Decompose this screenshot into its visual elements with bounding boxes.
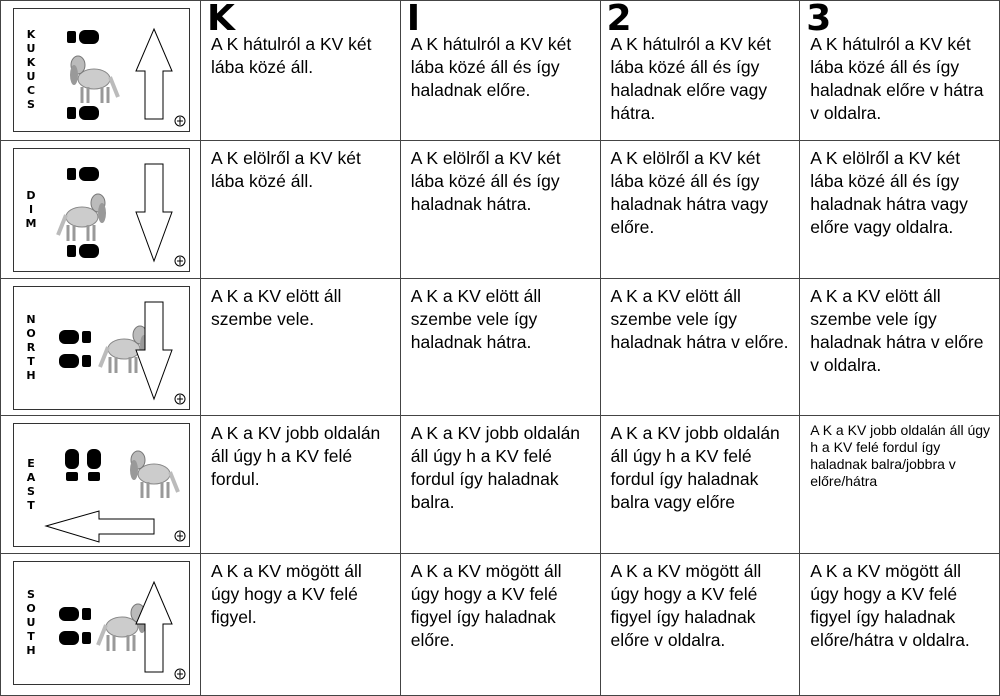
footprint-icon [59,330,91,344]
level-description: A K a KV jobb oldalán áll úgy h a KV felé fordul így haladnak balra vagy előre [610,423,780,512]
level-cell [800,416,1000,554]
level-description: A K a KV elött áll szembe vele így haladnak hátra v előre v oldalra. [810,286,984,375]
level-description: A K hátulról a KV két lába közé áll és így haladnak előre vagy hátra. [610,34,772,123]
level-cell [600,554,800,696]
level-description: A K hátulról a KV két lába közé áll. [211,34,372,77]
exercise-card [13,148,190,272]
exercise-letter: S [27,485,35,498]
exercise-letter: S [27,588,35,601]
exercise-name [24,149,38,271]
arrow-down-icon [136,302,172,399]
exercise-letter: M [25,217,37,230]
level-description: A K a KV jobb oldalán áll úgy h a KV felé fordul így haladnak balra. [410,423,581,512]
exercise-letter: T [27,355,35,368]
card-illustration [14,9,191,133]
level-description: A K elölről a KV két lába közé áll és így haladnak hátra vagy előre. [610,148,769,237]
exercise-card [13,423,190,547]
exercise-card [13,561,190,685]
exercise-letter: S [27,98,35,111]
level-description: A K a KV mögött áll úgy hogy a KV felé figyel így haladnak előre v oldalra. [610,561,762,650]
level-cell [800,1,1000,141]
level-cell [400,554,600,696]
arrow-left-icon [46,511,154,542]
level-description: A K hátulról a KV két lába közé áll és így haladnak előre v hátra v oldalra. [810,34,984,123]
table-row [1,554,1000,696]
exercise-letter: R [26,341,36,354]
exercise-letter: E [27,457,35,470]
level-header: 3 [806,0,832,39]
footprint-icon [59,607,91,621]
level-cell [201,141,401,279]
footprint-icon [65,449,79,481]
level-cell [600,141,800,279]
logo-icon [175,256,185,266]
exercise-name [24,287,38,409]
table-row [1,141,1000,279]
level-cell [600,279,800,416]
exercise-letter: T [27,630,35,643]
level-description: A K a KV jobb oldalán áll úgy h a KV felé fordul. [211,423,381,489]
dog-icon [130,451,178,498]
exercise-card-cell [1,279,201,416]
exercise-card [13,286,190,410]
level-header: 2 [606,0,632,39]
level-description: A K a KV jobb oldalán áll úgy h a KV felé fordul így haladnak balra/jobbra v előre/hátra [810,422,991,489]
card-illustration [14,287,191,411]
level-cell [400,279,600,416]
logo-icon [175,116,185,126]
level-description: A K elölről a KV két lába közé áll és így haladnak hátra. [410,148,561,214]
footprint-icon [67,30,99,44]
level-description: A K hátulról a KV két lába közé áll és így haladnak előre. [410,34,572,100]
card-illustration [14,562,191,686]
table-row [1,279,1000,416]
exercise-card-cell [1,141,201,279]
footprint-icon [67,167,99,181]
level-description: A K a KV elött áll szembe vele. [211,286,342,329]
logo-icon [175,531,185,541]
level-cell [201,416,401,554]
exercise-letter: O [26,327,36,340]
logo-icon [175,669,185,679]
exercise-letter: H [26,644,36,657]
arrow-down-icon [136,164,172,261]
exercise-card-cell [1,416,201,554]
footprint-icon [67,244,99,258]
exercise-letter: U [26,42,36,55]
dog-icon [58,194,106,241]
exercise-letter: U [26,616,36,629]
level-cell [800,279,1000,416]
table-row [1,1,1000,141]
exercise-card-cell [1,1,201,141]
card-illustration [14,149,191,273]
table-row [1,416,1000,554]
level-cell [600,1,800,141]
level-cell [400,1,600,141]
exercise-letter: N [26,313,36,326]
exercise-card-cell [1,554,201,696]
logo-icon [175,394,185,404]
level-description: A K elölről a KV két lába közé áll. [211,148,361,191]
level-description: A K a KV mögött áll úgy hogy a KV felé figyel így haladnak előre/hátra v oldalra. [810,561,970,650]
footprint-icon [67,106,99,120]
level-description: A K a KV elött áll szembe vele így haladnak hátra. [410,286,542,352]
exercise-name [24,562,38,684]
exercise-letter: U [26,70,36,83]
level-header: I [406,0,421,39]
level-header: K [207,0,235,39]
arrow-up-icon [136,29,172,119]
exercise-letter: H [26,369,36,382]
exercise-card [13,8,190,132]
level-cell [400,416,600,554]
exercise-name [24,9,38,131]
footprint-icon [59,354,91,368]
level-description: A K a KV mögött áll úgy hogy a KV felé figyel. [211,561,362,627]
level-cell [201,1,401,141]
level-description: A K a KV mögött áll úgy hogy a KV felé figyel így haladnak előre. [410,561,562,650]
level-cell [201,554,401,696]
exercise-letter: D [26,189,36,202]
level-description: A K elölről a KV két lába közé áll és így haladnak hátra vagy előre vagy oldalra. [810,148,968,237]
level-cell [800,141,1000,279]
exercise-letter: K [26,56,36,69]
level-cell [800,554,1000,696]
exercise-letter: O [26,602,36,615]
exercise-letter: A [26,471,36,484]
exercise-letter: T [27,499,35,512]
exercise-name [24,424,38,546]
dog-icon [98,604,146,651]
exercise-letter: I [28,203,34,216]
level-cell [600,416,800,554]
level-description: A K a KV elött áll szembe vele így haladnak hátra v előre. [610,286,789,352]
card-illustration [14,424,191,548]
footprint-icon [59,631,91,645]
level-cell [400,141,600,279]
exercise-letter: C [26,84,36,97]
dog-icon [70,56,118,103]
exercise-letter: K [26,28,36,41]
level-cell [201,279,401,416]
footprint-icon [87,449,101,481]
